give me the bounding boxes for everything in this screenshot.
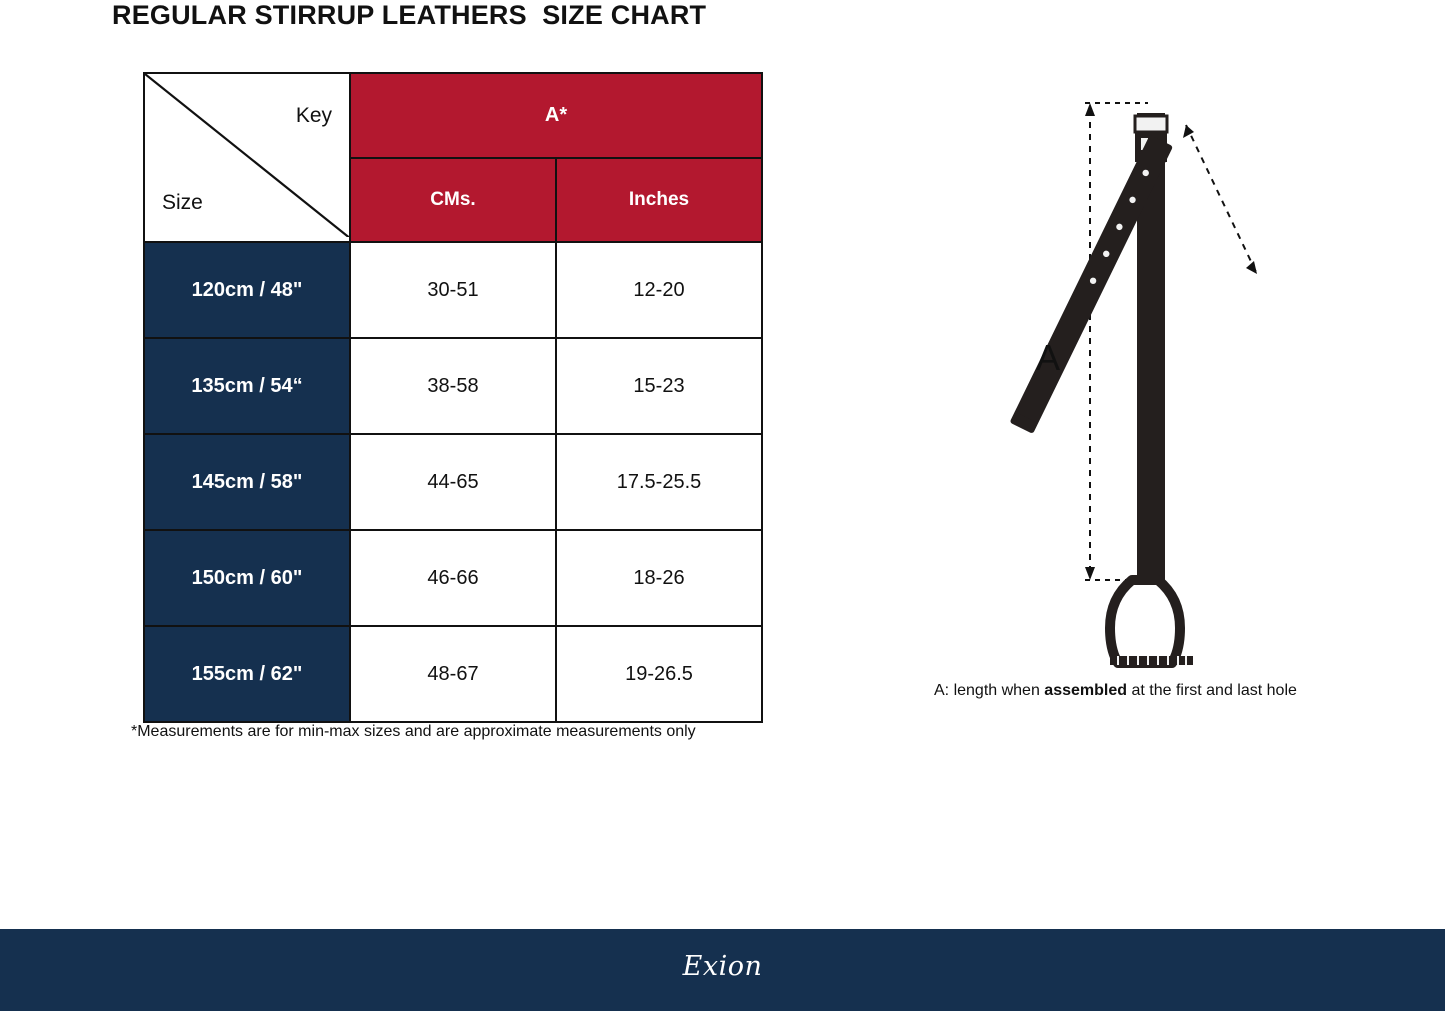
table-row <box>144 338 762 434</box>
row-size: 135cm / 54“ <box>144 338 350 434</box>
row-inches: 18-26 <box>556 530 762 626</box>
caption-bold: assembled <box>1044 682 1128 699</box>
size-chart-table <box>143 72 763 723</box>
row-inches: 12-20 <box>556 242 762 338</box>
table-row <box>144 626 762 722</box>
row-cms: 38-58 <box>350 338 556 434</box>
row-size: 150cm / 60" <box>144 530 350 626</box>
row-inches: 17.5-25.5 <box>556 434 762 530</box>
stirrup-leather-diagram <box>930 80 1360 680</box>
row-cms: 30-51 <box>350 242 556 338</box>
table-row <box>144 434 762 530</box>
page-title: REGULAR STIRRUP LEATHERS SIZE CHART <box>112 0 707 30</box>
table-header-row-1 <box>144 73 762 158</box>
corner-cell <box>144 73 350 242</box>
diagram-caption <box>934 682 1297 700</box>
stirrup-leather-illustration-icon <box>930 80 1360 680</box>
brand-logo: Exion <box>682 951 763 982</box>
page-footer <box>0 929 1445 1011</box>
group-header-a: A* <box>350 73 762 158</box>
corner-size-label: Size <box>162 191 203 214</box>
caption-suffix: at the first and last hole <box>1127 682 1297 699</box>
row-inches: 19-26.5 <box>556 626 762 722</box>
row-size: 145cm / 58" <box>144 434 350 530</box>
dimension-label-a: A <box>1036 337 1061 378</box>
table-row <box>144 530 762 626</box>
row-cms: 46-66 <box>350 530 556 626</box>
row-size: 155cm / 62" <box>144 626 350 722</box>
sub-header-inches: Inches <box>556 158 762 242</box>
table-row <box>144 242 762 338</box>
row-inches: 15-23 <box>556 338 762 434</box>
measurements-footnote: *Measurements are for min-max sizes and are approximate measurements only <box>131 723 696 740</box>
corner-key-label: Key <box>295 104 332 127</box>
row-size: 120cm / 48" <box>144 242 350 338</box>
caption-prefix: A: length when <box>934 682 1045 699</box>
sub-header-cms: CMs. <box>350 158 556 242</box>
row-cms: 44-65 <box>350 434 556 530</box>
row-cms: 48-67 <box>350 626 556 722</box>
